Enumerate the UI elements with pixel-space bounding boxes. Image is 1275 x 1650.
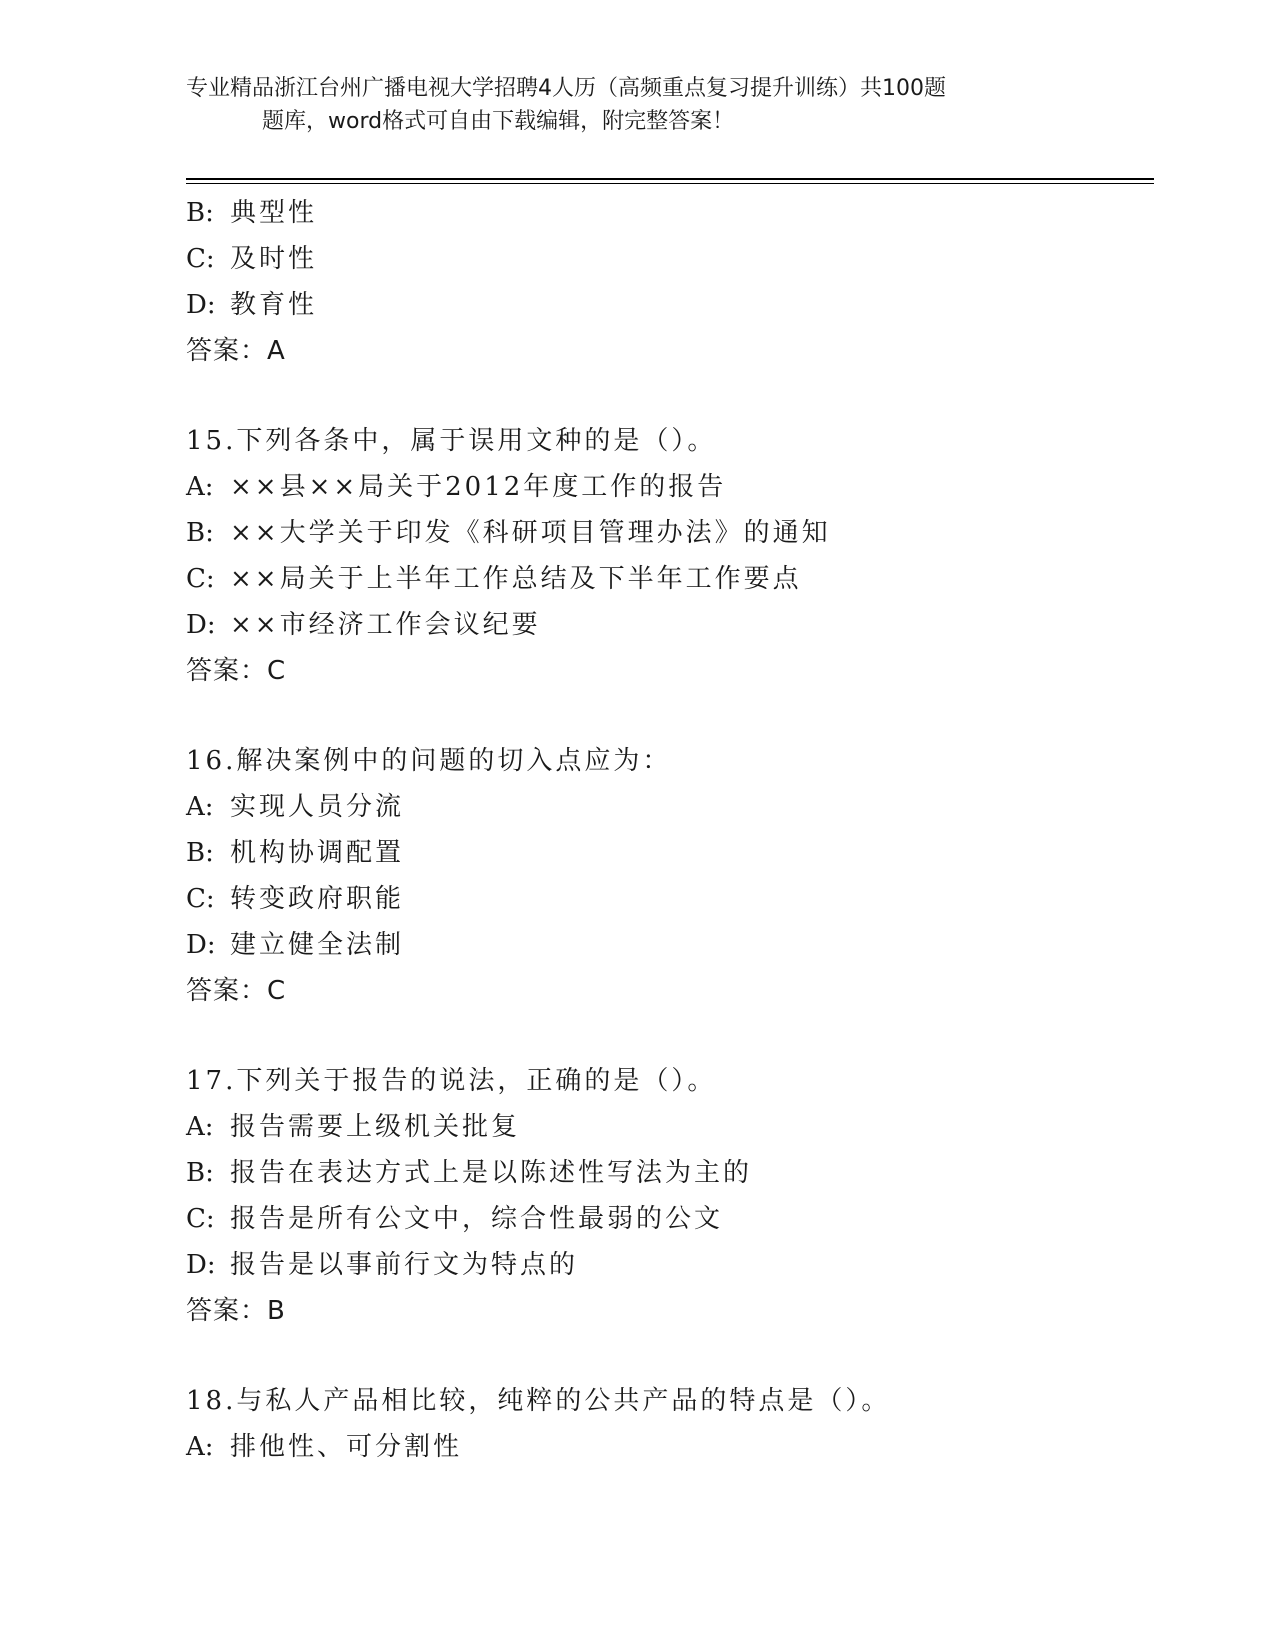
question-title: 15.下列各条中，属于误用文种的是（）。 [186,426,717,456]
header-title-line1: 专业精品浙江台州广播电视大学招聘4人历（高频重点复习提升训练）共100题 [186,76,946,101]
question-title: 17.下列关于报告的说法，正确的是（）。 [186,1066,717,1096]
option-key: C: [186,1204,215,1234]
option-text: 教育性 [230,290,318,320]
question-18 [186,1378,1146,1470]
answer-line: 答案：C [186,976,287,1006]
option-text: 典型性 [230,198,318,228]
option-d [186,602,1146,648]
document-body [186,190,1146,1470]
answer-line: 答案：B [186,1296,286,1326]
option-text: ××市经济工作会议纪要 [230,610,541,640]
option-text: 实现人员分流 [230,792,405,822]
option-b [186,510,1146,556]
option-a [186,464,1146,510]
option-c [186,1196,1146,1242]
option-key: A: [186,1112,214,1142]
option-key: B: [186,198,214,228]
option-text: 机构协调配置 [230,838,405,868]
question-16 [186,738,1146,1014]
option-c [186,236,1146,282]
option-text: ××县××局关于2012年度工作的报告 [230,472,727,502]
option-key: C: [186,244,215,274]
question-continued [186,190,1146,374]
option-c [186,876,1146,922]
option-key: A: [186,472,214,502]
option-d [186,1242,1146,1288]
answer-line: 答案：C [186,656,287,686]
option-key: B: [186,1158,214,1188]
question-17 [186,1058,1146,1334]
option-b [186,190,1146,236]
option-c [186,556,1146,602]
option-d [186,922,1146,968]
question-title: 18.与私人产品相比较，纯粹的公共产品的特点是（）。 [186,1386,891,1416]
header-divider-thin [186,183,1154,184]
option-key: D: [186,930,216,960]
option-key: C: [186,884,215,914]
option-text: 报告是以事前行文为特点的 [230,1250,579,1280]
option-key: A: [186,792,214,822]
option-d [186,282,1146,328]
option-text: 排他性、可分割性 [230,1432,463,1462]
option-key: B: [186,518,214,548]
document-header [186,72,1066,138]
option-text: ××局关于上半年工作总结及下半年工作要点 [230,564,802,594]
option-key: D: [186,290,216,320]
option-a [186,1104,1146,1150]
option-b [186,1150,1146,1196]
option-text: 报告需要上级机关批复 [230,1112,521,1142]
option-a [186,784,1146,830]
option-key: A: [186,1432,214,1462]
option-text: ××大学关于印发《科研项目管理办法》的通知 [230,518,831,548]
header-title-line2: 题库，word格式可自由下载编辑，附完整答案！ [262,109,735,134]
option-text: 及时性 [230,244,318,274]
option-text: 报告在表达方式上是以陈述性写法为主的 [230,1158,753,1188]
question-title: 16.解决案例中的问题的切入点应为： [186,746,672,776]
option-key: D: [186,610,216,640]
option-key: D: [186,1250,216,1280]
option-b [186,830,1146,876]
option-text: 建立健全法制 [230,930,405,960]
option-key: C: [186,564,215,594]
option-a [186,1424,1146,1470]
option-key: B: [186,838,214,868]
answer-line: 答案：A [186,336,286,366]
option-text: 报告是所有公文中，综合性最弱的公文 [230,1204,724,1234]
header-divider-thick [186,178,1154,180]
option-text: 转变政府职能 [230,884,405,914]
question-15 [186,418,1146,694]
